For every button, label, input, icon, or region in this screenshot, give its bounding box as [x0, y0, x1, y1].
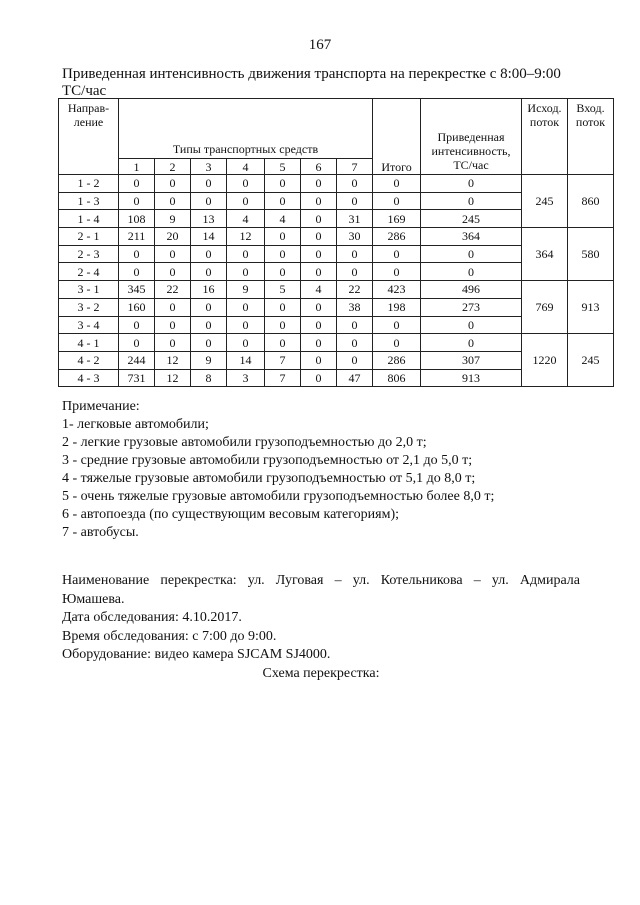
table-row	[59, 228, 614, 246]
total-cell: 806	[373, 369, 421, 387]
type-count-cell: 0	[191, 245, 227, 263]
type-count-cell: 0	[155, 334, 191, 352]
notes-section	[62, 398, 494, 542]
total-cell: 0	[373, 175, 421, 193]
direction-cell: 4 - 3	[59, 369, 119, 387]
type-count-cell: 0	[155, 298, 191, 316]
type-count-cell: 20	[155, 228, 191, 246]
header-type-number: 4	[227, 159, 265, 175]
direction-cell: 2 - 1	[59, 228, 119, 246]
type-count-cell: 30	[337, 228, 373, 246]
reduced-intensity-cell: 0	[421, 192, 522, 210]
type-count-cell: 0	[119, 245, 155, 263]
notes-item: 3 - средние грузовые автомобили грузоподъемностью от 2,1 до 5,0 т;	[62, 453, 473, 468]
survey-time: Время обследования: с 7:00 до 9:00.	[62, 628, 277, 644]
in-flow-cell: 245	[568, 334, 614, 387]
reduced-intensity-cell: 913	[421, 369, 522, 387]
direction-cell: 2 - 4	[59, 263, 119, 281]
header-direction: Направ-ление	[59, 99, 119, 175]
type-count-cell: 12	[155, 351, 191, 369]
header-vehicle-types: Типы транспортных средств	[119, 99, 373, 159]
total-cell: 198	[373, 298, 421, 316]
type-count-cell: 0	[337, 263, 373, 281]
type-count-cell: 0	[191, 316, 227, 334]
type-count-cell: 0	[337, 245, 373, 263]
type-count-cell: 0	[191, 298, 227, 316]
survey-date: Дата обследования: 4.10.2017.	[62, 610, 242, 625]
type-count-cell: 7	[265, 369, 301, 387]
header-type-number: 1	[119, 159, 155, 175]
direction-cell: 1 - 3	[59, 192, 119, 210]
notes-item: 7 - автобусы.	[62, 525, 139, 540]
notes-item: 1- легковые автомобили;	[62, 417, 209, 432]
type-count-cell: 0	[155, 245, 191, 263]
type-count-cell: 0	[265, 263, 301, 281]
total-cell: 0	[373, 192, 421, 210]
type-count-cell: 0	[337, 192, 373, 210]
type-count-cell: 0	[227, 175, 265, 193]
notes-item: 6 - автопоезда (по существующим весовым категориям);	[62, 507, 400, 522]
total-cell: 0	[373, 263, 421, 281]
type-count-cell: 0	[155, 175, 191, 193]
type-count-cell: 0	[227, 316, 265, 334]
notes-item: 5 - очень тяжелые грузовые автомобили грузоподъемностью более 8,0 т;	[62, 489, 495, 504]
out-flow-cell: 245	[522, 175, 568, 228]
total-cell: 0	[373, 316, 421, 334]
type-count-cell: 14	[227, 351, 265, 369]
reduced-intensity-cell: 273	[421, 298, 522, 316]
type-count-cell: 8	[191, 369, 227, 387]
reduced-intensity-cell: 0	[421, 316, 522, 334]
direction-cell: 1 - 4	[59, 210, 119, 228]
type-count-cell: 16	[191, 281, 227, 299]
type-count-cell: 0	[119, 334, 155, 352]
direction-cell: 3 - 1	[59, 281, 119, 299]
intersection-info	[62, 572, 580, 683]
reduced-intensity-cell: 245	[421, 210, 522, 228]
type-count-cell: 0	[337, 175, 373, 193]
type-count-cell: 0	[265, 175, 301, 193]
type-count-cell: 0	[227, 192, 265, 210]
out-flow-cell: 769	[522, 281, 568, 334]
direction-cell: 4 - 1	[59, 334, 119, 352]
notes-item: 4 - тяжелые грузовые автомобили грузоподъемностью от 5,1 до 8,0 т;	[62, 471, 476, 486]
header-in-flow: Вход. поток	[568, 99, 614, 175]
type-count-cell: 0	[191, 192, 227, 210]
type-count-cell: 0	[301, 263, 337, 281]
reduced-intensity-cell: 0	[421, 175, 522, 193]
table-row	[59, 175, 614, 193]
direction-cell: 2 - 3	[59, 245, 119, 263]
type-count-cell: 160	[119, 298, 155, 316]
type-count-cell: 0	[337, 351, 373, 369]
direction-cell: 1 - 2	[59, 175, 119, 193]
out-flow-cell: 1220	[522, 334, 568, 387]
header-reduced-intensity: Приведенная интенсивность, ТС/час	[421, 99, 522, 175]
in-flow-cell: 580	[568, 228, 614, 281]
type-count-cell: 0	[301, 245, 337, 263]
traffic-intensity-table	[58, 98, 614, 387]
reduced-intensity-cell: 0	[421, 334, 522, 352]
type-count-cell: 0	[191, 334, 227, 352]
in-flow-cell: 913	[568, 281, 614, 334]
type-count-cell: 0	[119, 175, 155, 193]
type-count-cell: 0	[337, 316, 373, 334]
total-cell: 423	[373, 281, 421, 299]
type-count-cell: 0	[227, 334, 265, 352]
type-count-cell: 9	[191, 351, 227, 369]
total-cell: 169	[373, 210, 421, 228]
header-type-number: 2	[155, 159, 191, 175]
reduced-intensity-cell: 0	[421, 263, 522, 281]
type-count-cell: 0	[155, 316, 191, 334]
reduced-intensity-cell: 0	[421, 245, 522, 263]
direction-cell: 4 - 2	[59, 351, 119, 369]
type-count-cell: 0	[265, 334, 301, 352]
type-count-cell: 0	[301, 175, 337, 193]
type-count-cell: 211	[119, 228, 155, 246]
table-title: Приведенная интенсивность движения транспорта на перекрестке с 8:00–9:00 ТС/час	[62, 66, 561, 99]
type-count-cell: 0	[119, 263, 155, 281]
total-cell: 0	[373, 334, 421, 352]
type-count-cell: 9	[155, 210, 191, 228]
type-count-cell: 31	[337, 210, 373, 228]
header-type-number: 7	[337, 159, 373, 175]
type-count-cell: 0	[119, 192, 155, 210]
scheme-caption: Схема перекрестка:	[262, 665, 380, 681]
type-count-cell: 0	[227, 263, 265, 281]
type-count-cell: 38	[337, 298, 373, 316]
type-count-cell: 13	[191, 210, 227, 228]
type-count-cell: 0	[191, 263, 227, 281]
total-cell: 0	[373, 245, 421, 263]
total-cell: 286	[373, 228, 421, 246]
type-count-cell: 7	[265, 351, 301, 369]
type-count-cell: 0	[301, 369, 337, 387]
notes-item: 2 - легкие грузовые автомобили грузоподъемностью до 2,0 т;	[62, 435, 427, 450]
type-count-cell: 0	[227, 298, 265, 316]
header-type-number: 5	[265, 159, 301, 175]
type-count-cell: 0	[265, 316, 301, 334]
type-count-cell: 0	[265, 192, 301, 210]
total-cell: 286	[373, 351, 421, 369]
reduced-intensity-cell: 496	[421, 281, 522, 299]
in-flow-cell: 860	[568, 175, 614, 228]
equipment: Оборудование: видео камера SJCAM SJ4000.	[62, 647, 331, 662]
header-type-number: 3	[191, 159, 227, 175]
type-count-cell: 0	[301, 334, 337, 352]
type-count-cell: 731	[119, 369, 155, 387]
type-count-cell: 0	[119, 316, 155, 334]
type-count-cell: 244	[119, 351, 155, 369]
type-count-cell: 14	[191, 228, 227, 246]
type-count-cell: 0	[227, 245, 265, 263]
type-count-cell: 12	[155, 369, 191, 387]
direction-cell: 3 - 4	[59, 316, 119, 334]
intersection-name-continued: Юмашева.	[62, 591, 125, 607]
notes-heading: Примечание:	[62, 399, 140, 414]
type-count-cell: 0	[301, 210, 337, 228]
type-count-cell: 0	[191, 175, 227, 193]
header-type-number: 6	[301, 159, 337, 175]
reduced-intensity-cell: 364	[421, 228, 522, 246]
type-count-cell: 4	[265, 210, 301, 228]
type-count-cell: 22	[155, 281, 191, 299]
type-count-cell: 0	[265, 228, 301, 246]
type-count-cell: 4	[301, 281, 337, 299]
type-count-cell: 12	[227, 228, 265, 246]
type-count-cell: 22	[337, 281, 373, 299]
type-count-cell: 0	[301, 316, 337, 334]
type-count-cell: 0	[301, 192, 337, 210]
type-count-cell: 0	[301, 351, 337, 369]
type-count-cell: 108	[119, 210, 155, 228]
type-count-cell: 0	[265, 245, 301, 263]
header-total: Итого	[373, 99, 421, 175]
type-count-cell: 0	[301, 228, 337, 246]
type-count-cell: 0	[337, 334, 373, 352]
type-count-cell: 345	[119, 281, 155, 299]
type-count-cell: 9	[227, 281, 265, 299]
type-count-cell: 0	[301, 298, 337, 316]
type-count-cell: 5	[265, 281, 301, 299]
page-number: 167	[308, 37, 332, 53]
type-count-cell: 0	[155, 263, 191, 281]
reduced-intensity-cell: 307	[421, 351, 522, 369]
table-row	[59, 334, 614, 352]
out-flow-cell: 364	[522, 228, 568, 281]
type-count-cell: 0	[265, 298, 301, 316]
type-count-cell: 0	[155, 192, 191, 210]
type-count-cell: 3	[227, 369, 265, 387]
intersection-name: Наименование перекрестка: ул. Луговая – ул. Котельникова – ул. Адмирала	[62, 573, 580, 588]
header-out-flow: Исход. поток	[522, 99, 568, 175]
type-count-cell: 47	[337, 369, 373, 387]
type-count-cell: 4	[227, 210, 265, 228]
direction-cell: 3 - 2	[59, 298, 119, 316]
table-row	[59, 281, 614, 299]
